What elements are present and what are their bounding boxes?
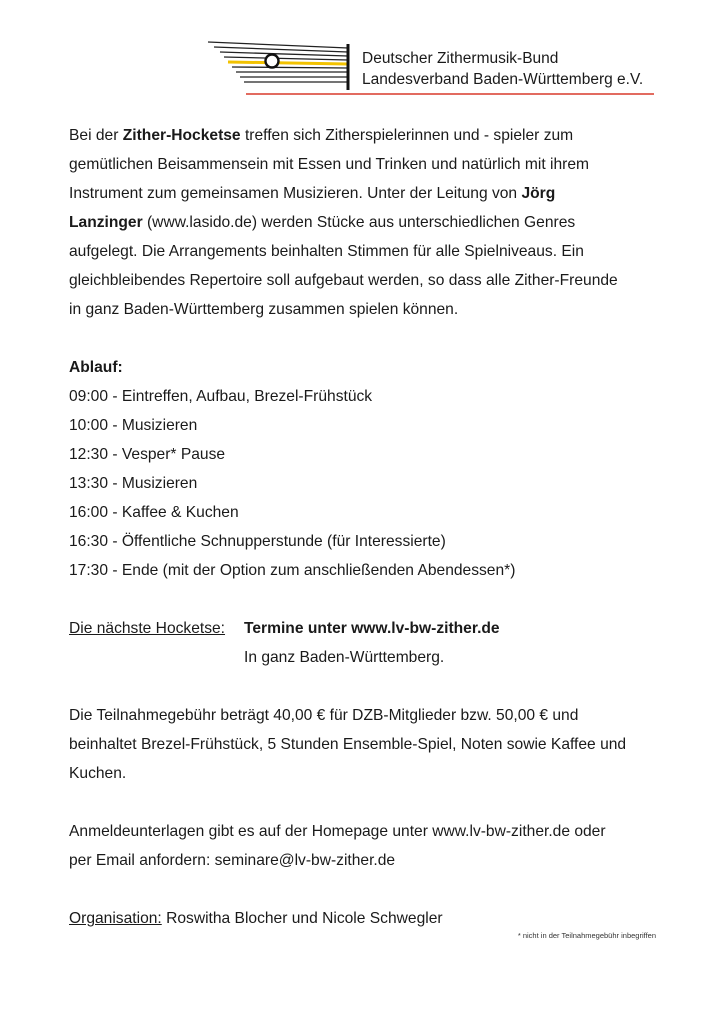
footnote: * nicht in der Teilnahmegebühr inbegriffen (517, 931, 656, 940)
fee-line-3: Kuchen. (69, 765, 127, 782)
intro-line-7: in ganz Baden-Württemberg zusammen spielen können. (69, 301, 459, 318)
next-hocketse-location-row (69, 643, 669, 672)
organisation (69, 904, 669, 933)
intro-line-3: Instrument zum gemeinsamen Musizieren. Unter der Leitung von Jörg (69, 185, 556, 202)
schedule-item: 10:00 - Musizieren (69, 417, 198, 434)
schedule-item: 16:00 - Kaffee & Kuchen (69, 504, 239, 521)
document-body (69, 121, 669, 933)
intro-line-5: aufgelegt. Die Arrangements beinhalten Stimmen für alle Spielniveaus. Ein (69, 243, 584, 260)
intro-line-6: gleichbleibendes Repertoire soll aufgebaut werden, so dass alle Zither-Freunde (69, 272, 618, 289)
next-hocketse-label: Die nächste Hocketse: (69, 620, 226, 637)
schedule-item: 13:30 - Musizieren (69, 475, 198, 492)
fee-line-2: beinhaltet Brezel-Frühstück, 5 Stunden Ensemble-Spiel, Noten sowie Kaffee und (69, 736, 627, 753)
org-line-2: Landesverband Baden-Württemberg e.V. (362, 71, 644, 88)
next-hocketse-dates: Termine unter www.lv-bw-zither.de (244, 620, 500, 637)
intro-line-2: gemütlichen Beisammensein mit Essen und Trinken und natürlich mit ihrem (69, 156, 590, 173)
next-hocketse-location: In ganz Baden-Württemberg. (244, 649, 445, 666)
schedule-title: Ablauf: (69, 359, 123, 376)
org-line-1: Deutscher Zithermusik-Bund (362, 50, 559, 67)
schedule-item: 17:30 - Ende (mit der Option zum anschließenden Abendessen*) (69, 562, 516, 579)
registration-line-1: Anmeldeunterlagen gibt es auf der Homepage unter www.lv-bw-zither.de oder (69, 823, 606, 840)
event-name: Zither-Hocketse (122, 127, 241, 144)
fee-line-1: Die Teilnahmegebühr beträgt 40,00 € für DZB-Mitglieder bzw. 50,00 € und (69, 707, 579, 724)
organisation-label: Organisation: (69, 910, 162, 927)
schedule-item: 12:30 - Vesper* Pause (69, 446, 226, 463)
intro-line-1: Bei der Zither-Hocketse treffen sich Zitherspielerinnen und - spieler zum (69, 127, 574, 144)
next-hocketse (69, 614, 669, 643)
intro-line-4: Lanzinger (www.lasido.de) werden Stücke aus unterschiedlichen Genres (69, 214, 576, 231)
registration-line-2: per Email anfordern: seminare@lv-bw-zither.de (69, 852, 396, 869)
schedule-item: 09:00 - Eintreffen, Aufbau, Brezel-Frühstück (69, 388, 373, 405)
organisation-names: Roswitha Blocher und Nicole Schwegler (161, 910, 443, 927)
organization-name (362, 48, 643, 90)
schedule-item: 16:30 - Öffentliche Schnupperstunde (für Interessierte) (69, 533, 446, 550)
leader-first-name: Jörg (521, 185, 556, 202)
leader-last-name: Lanzinger (69, 214, 143, 231)
